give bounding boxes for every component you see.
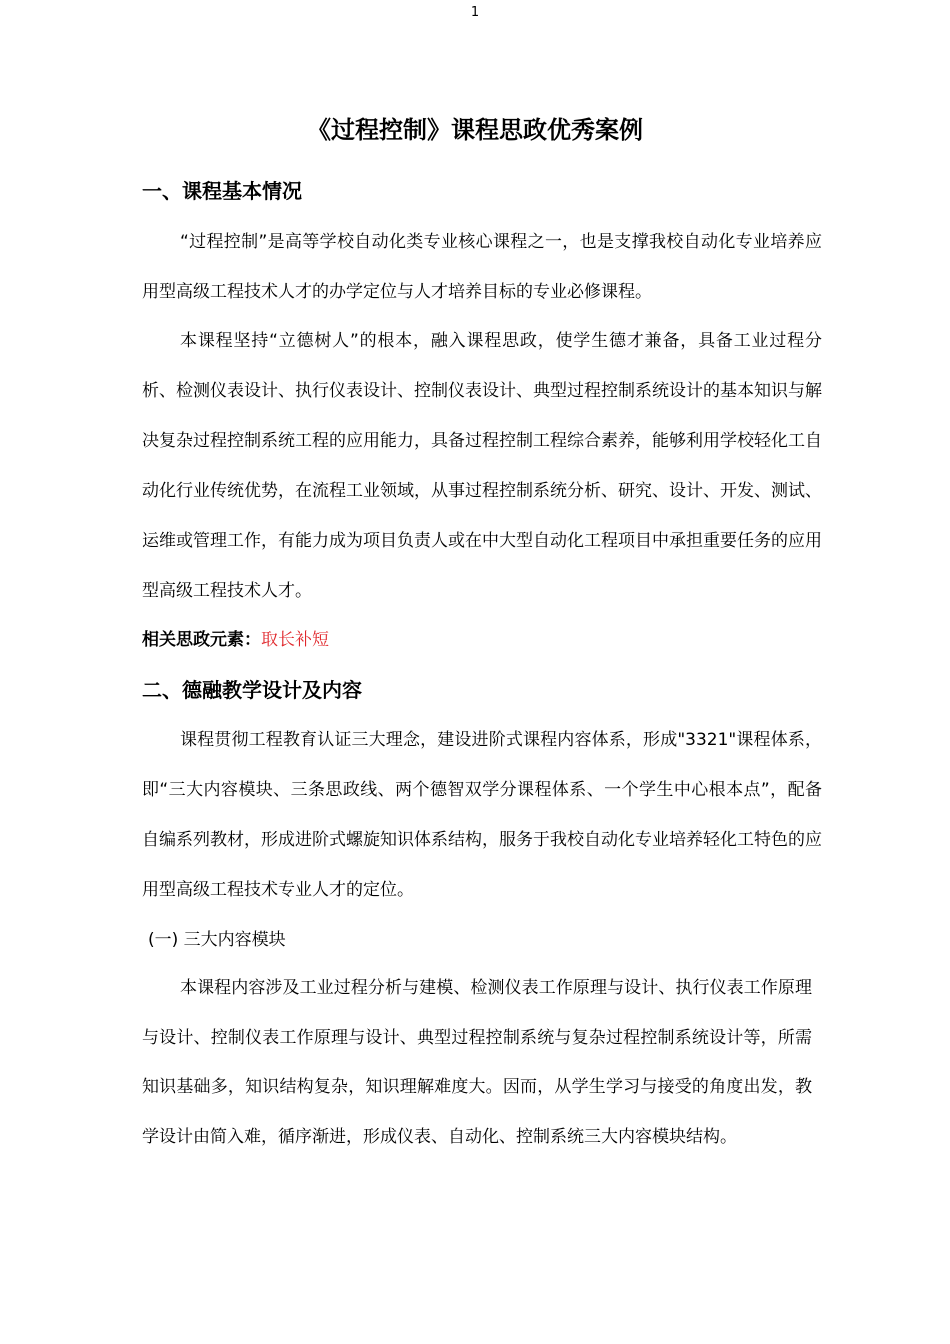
paragraph-module-content: 本课程内容涉及工业过程分析与建模、检测仪表工作原理与设计、执行仪表工作原理与设计、控制仪表工作原理与设计、典型过程控制系统与复杂过程控制系统设计等，所需知识基础多，知识结构复杂，知识理解难度大。因而，从学生学习与接受的角度出发，教学设计由简入难，循序渐进，形成仪表、自动化、控制系统三大内容模块结构。 [142,978,812,1147]
paragraph-course-goals: 本课程坚持“立德树人”的根本，融入课程思政，使学生德才兼备，具备工业过程分析、检测仪表设计、执行仪表设计、控制仪表设计、典型过程控制系统设计的基本知识与解决复杂过程控制系统工程的应用能力，具备过程控制工程综合素养，能够利用学校轻化工自动化行业传统优势，在流程工业领域，从事过程控制系统分析、研究、设计、开发、测试、运维或管理工作，有能力成为项目负责人或在中大型自动化工程项目中承担重要任务的应用型高级工程技术人才。 [142,331,822,601]
paragraph-course-intro: “过程控制”是高等学校自动化类专业核心课程之一，也是支撑我校自动化专业培养应用型高级工程技术人才的办学定位与人才培养目标的专业必修课程。 [142,232,822,302]
subheading-three-modules: (一) 三大内容模块 [148,930,286,950]
section-heading-teaching-design: 二、德融教学设计及内容 [142,678,362,702]
page-number: 1 [470,5,480,20]
document-title: 《过程控制》课程思政优秀案例 [307,116,643,144]
section-heading-course-overview: 一、课程基本情况 [142,179,302,203]
ideological-elements-line [142,624,329,656]
ideological-elements-label: 相关思政元素： [142,630,261,650]
ideological-elements-value: 取长补短 [261,630,329,650]
paragraph-curriculum-system: 课程贯彻工程教育认证三大理念，建设进阶式课程内容体系，形成"3321"课程体系，即“三大内容模块、三条思政线、两个德智双学分课程体系、一个学生中心根本点”，配备自编系列教材，形成进阶式螺旋知识体系结构，服务于我校自动化专业培养轻化工特色的应用型高级工程技术专业人才的定位。 [142,730,822,900]
